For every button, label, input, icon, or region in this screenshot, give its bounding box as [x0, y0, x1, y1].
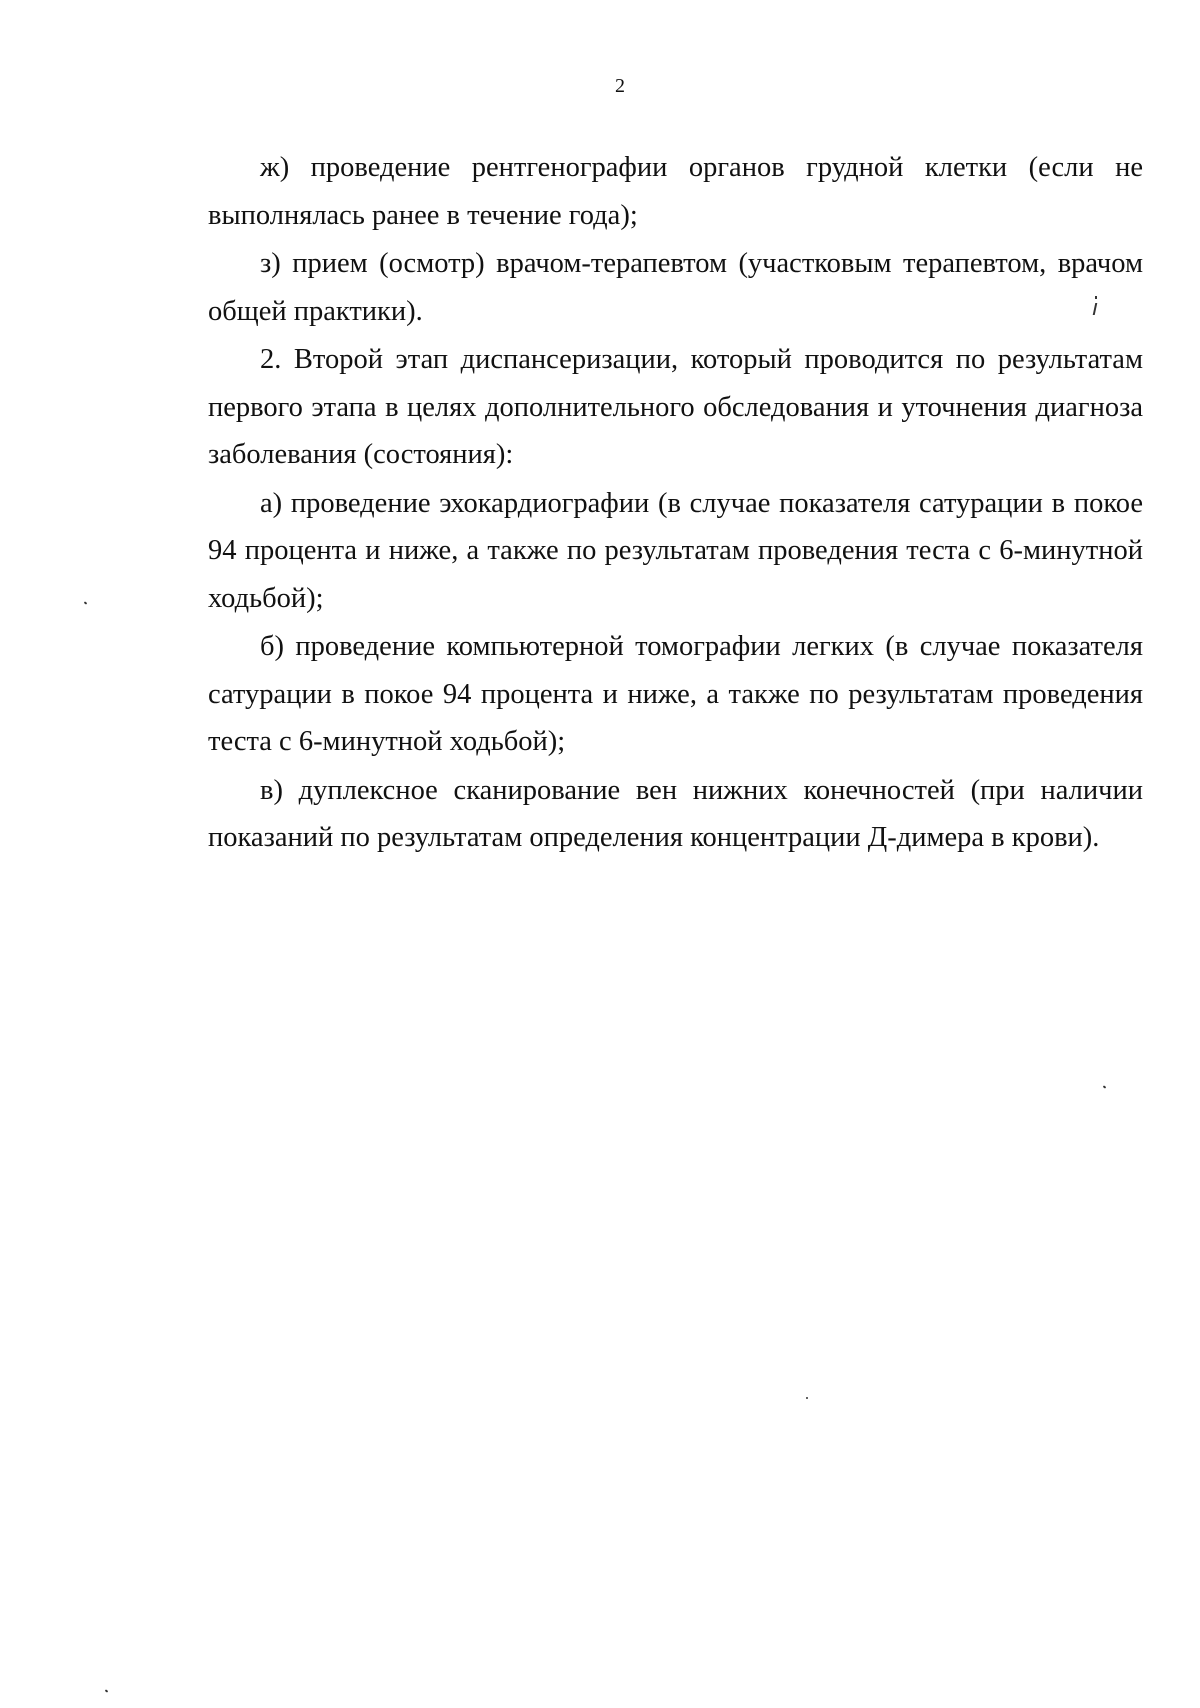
scan-speck	[1103, 1085, 1107, 1088]
scan-speck	[84, 601, 88, 604]
paragraph-item-v: в) дуплексное сканирование вен нижних конечностей (при наличии показаний по результатам определения концентрации Д-димера в крови).	[208, 774, 1143, 853]
paragraph-second-stage: 2. Второй этап диспансеризации, который проводится по результатам первого этапа в целях дополнительного обследования и уточнения диагноза заболевания (состояния):	[208, 344, 1143, 470]
scan-speck	[105, 1689, 109, 1692]
page-number: 2	[615, 75, 625, 97]
paragraph-item-b: б) проведение компьютерной томографии легких (в случае показателя сатурации в покое 94 процента и ниже, а также по результатам проведения теста с 6-минутной ходьбой);	[208, 631, 1143, 757]
scan-mark	[1092, 296, 1098, 318]
paragraph-item-z: з) прием (осмотр) врачом-терапевтом (участковым терапевтом, врачом общей практики).	[208, 248, 1143, 327]
paragraph-item-zh: ж) проведение рентгенографии органов грудной клетки (если не выполнялась ранее в течение года);	[208, 152, 1143, 231]
paragraph-item-a: а) проведение эхокардиографии (в случае показателя сатурации в покое 94 процента и ниже, а также по результатам проведения теста с 6-минутной ходьбой);	[208, 487, 1143, 614]
scan-speck	[806, 1397, 808, 1399]
document-body	[208, 144, 1143, 863]
